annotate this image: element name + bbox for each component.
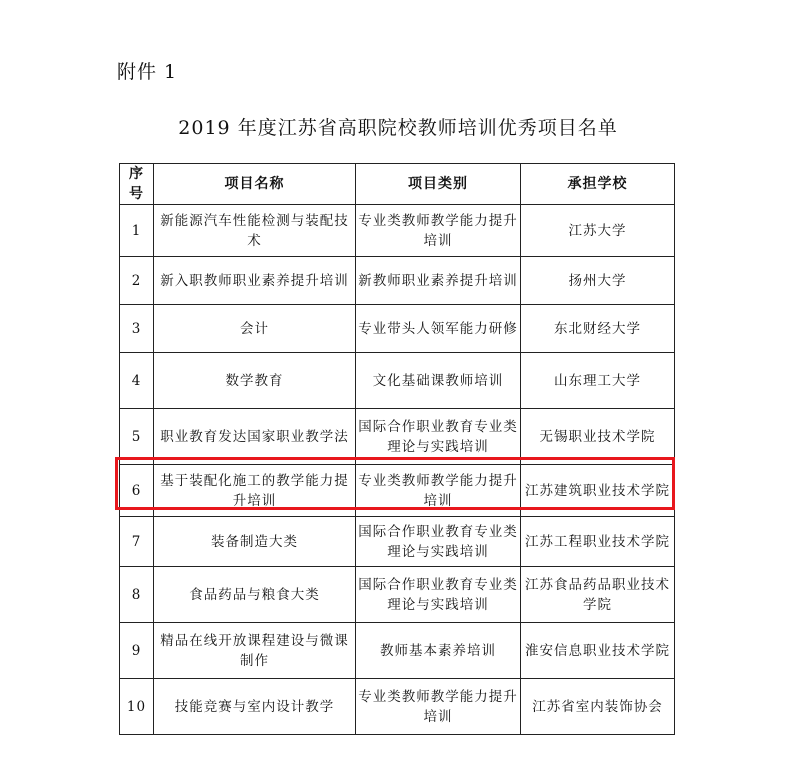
row-category: 专业类教师教学能力提升培训 [356,679,521,735]
row-school: 江苏大学 [521,205,675,257]
row-name: 新入职教师职业素养提升培训 [154,257,356,305]
header-name: 项目名称 [154,164,356,205]
row-no: 6 [120,465,154,517]
row-school: 淮安信息职业技术学院 [521,623,675,679]
table-row [120,205,675,257]
attachment-label: 附件 1 [117,61,178,83]
row-no: 4 [120,353,154,409]
row-name: 基于装配化施工的教学能力提升培训 [154,465,356,517]
row-name: 会计 [154,305,356,353]
row-no: 9 [120,623,154,679]
row-category: 专业类教师教学能力提升培训 [356,205,521,257]
row-name: 数学教育 [154,353,356,409]
row-school: 江苏工程职业技术学院 [521,517,675,567]
row-no: 1 [120,205,154,257]
table-row [120,353,675,409]
row-school: 无锡职业技术学院 [521,409,675,465]
row-no: 10 [120,679,154,735]
table-row [120,257,675,305]
row-school: 江苏食品药品职业技术学院 [521,567,675,623]
row-category: 专业带头人领军能力研修 [356,305,521,353]
header-category: 项目类别 [356,164,521,205]
row-category: 国际合作职业教育专业类理论与实践培训 [356,517,521,567]
row-no: 3 [120,305,154,353]
row-name: 新能源汽车性能检测与装配技术 [154,205,356,257]
header-school: 承担学校 [521,164,675,205]
row-name: 食品药品与粮食大类 [154,567,356,623]
row-school: 东北财经大学 [521,305,675,353]
project-table [119,163,675,735]
row-category: 国际合作职业教育专业类理论与实践培训 [356,409,521,465]
row-name: 装备制造大类 [154,517,356,567]
row-no: 5 [120,409,154,465]
row-name: 职业教育发达国家职业教学法 [154,409,356,465]
row-name: 精品在线开放课程建设与微课制作 [154,623,356,679]
row-school: 扬州大学 [521,257,675,305]
row-name: 技能竞赛与室内设计教学 [154,679,356,735]
row-category: 文化基础课教师培训 [356,353,521,409]
table-header-row [120,164,675,205]
row-category: 国际合作职业教育专业类理论与实践培训 [356,567,521,623]
table-row [120,567,675,623]
table-row [120,517,675,567]
row-no: 8 [120,567,154,623]
row-no: 7 [120,517,154,567]
header-no: 序号 [120,164,154,205]
row-no: 2 [120,257,154,305]
table-row [120,409,675,465]
row-category: 教师基本素养培训 [356,623,521,679]
row-school: 山东理工大学 [521,353,675,409]
table-row [120,679,675,735]
table-row [120,623,675,679]
table-row-highlighted [120,465,675,517]
document-title: 2019 年度江苏省高职院校教师培训优秀项目名单 [178,117,618,139]
row-category: 专业类教师教学能力提升培训 [356,465,521,517]
table-row [120,305,675,353]
row-school: 江苏省室内装饰协会 [521,679,675,735]
row-school: 江苏建筑职业技术学院 [521,465,675,517]
row-category: 新教师职业素养提升培训 [356,257,521,305]
